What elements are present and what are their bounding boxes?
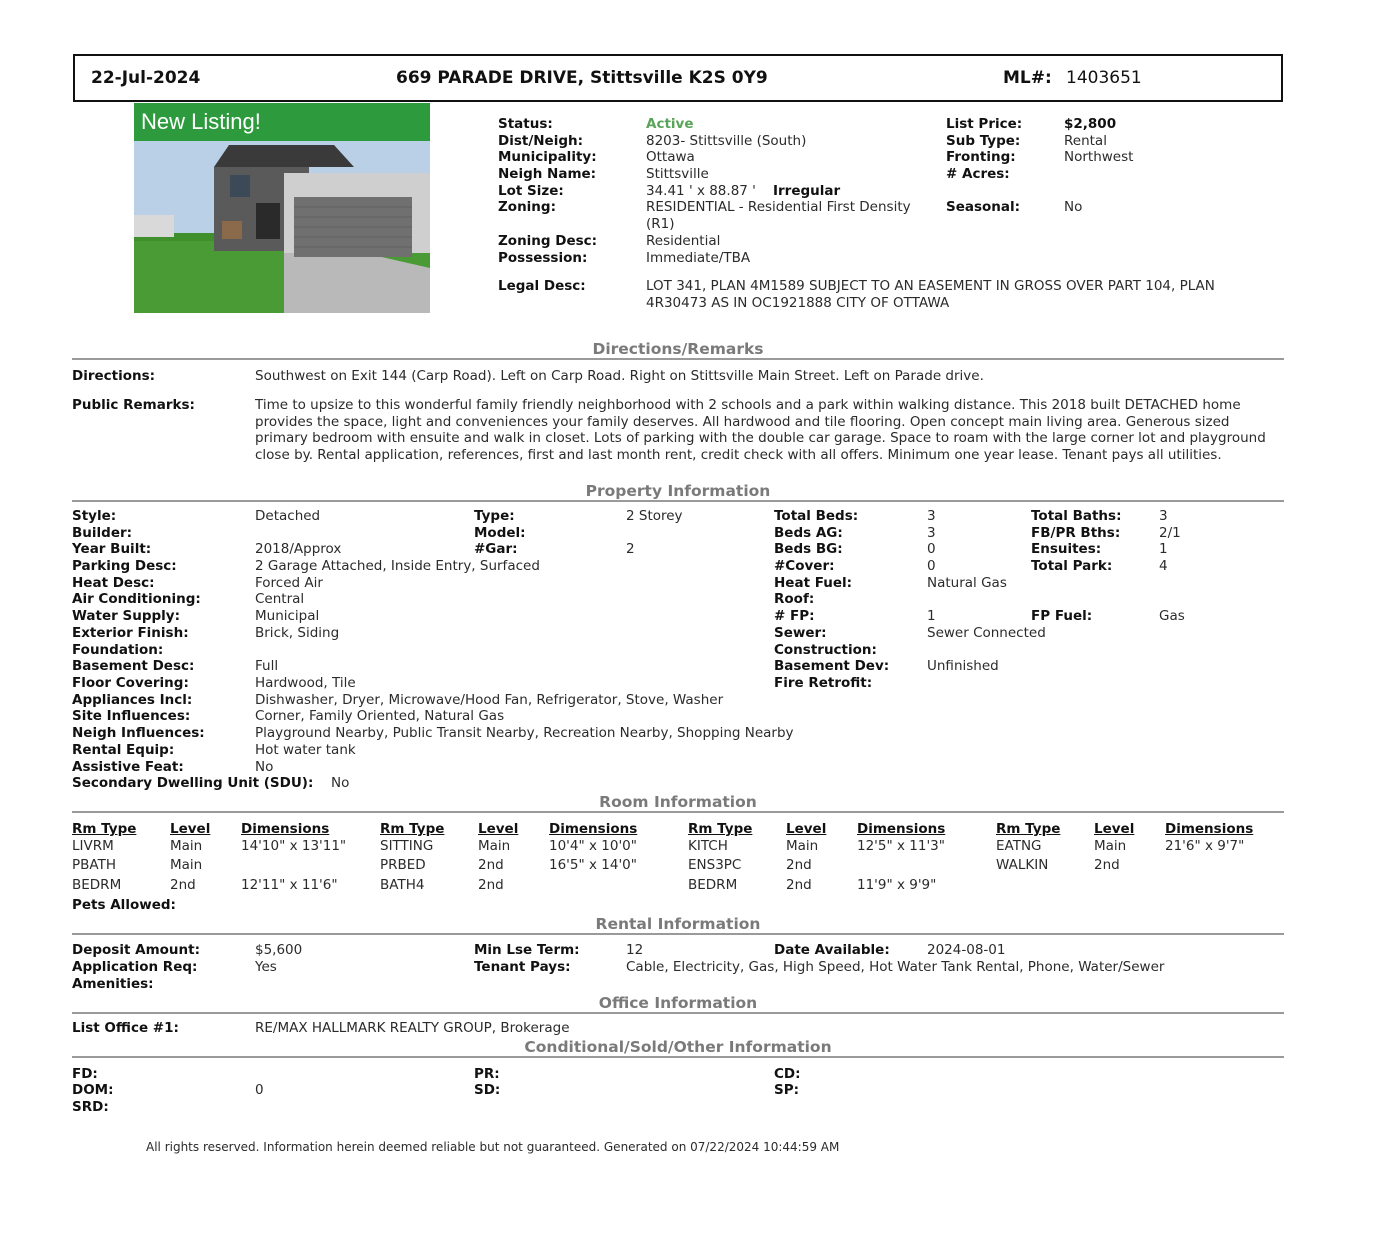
pets-allowed-label: Pets Allowed: — [72, 897, 176, 913]
room-dimensions: 11'9" x 9'9" — [857, 877, 937, 893]
neigh-influences-value: Playground Nearby, Public Transit Nearby, Recreation Nearby, Shopping Nearby — [255, 725, 794, 741]
basement-desc-value: Full — [255, 658, 279, 674]
listing-photo[interactable] — [134, 103, 430, 313]
basement-dev-label: Basement Dev: — [774, 658, 890, 674]
municipality-label: Municipality: — [498, 149, 597, 165]
heat-desc-label: Heat Desc: — [72, 575, 155, 591]
sewer-label: Sewer: — [774, 625, 827, 641]
list-price-label: List Price: — [946, 116, 1023, 132]
beds-ag-label: Beds AG: — [774, 525, 843, 541]
parking-value: 2 Garage Attached, Inside Entry, Surfaced — [255, 558, 540, 574]
room-header-level: Level — [478, 821, 519, 837]
total-baths-label: Total Baths: — [1031, 508, 1122, 524]
fire-retrofit-label: Fire Retrofit: — [774, 675, 873, 691]
room-type: ENS3PC — [688, 857, 742, 873]
status-label: Status: — [498, 116, 553, 132]
rental-equip-value: Hot water tank — [255, 742, 356, 758]
room-level: 2nd — [170, 877, 196, 893]
parking-label: Parking Desc: — [72, 558, 177, 574]
room-dimensions: 14'10" x 13'11" — [241, 838, 347, 854]
application-value: Yes — [255, 959, 277, 975]
lot-size-label: Lot Size: — [498, 183, 564, 199]
room-dimensions: 12'5" x 11'3" — [857, 838, 945, 854]
exterior-value: Brick, Siding — [255, 625, 340, 641]
room-header-dimensions: Dimensions — [549, 821, 638, 837]
cover-value: 0 — [927, 558, 936, 574]
neigh-name-label: Neigh Name: — [498, 166, 597, 182]
site-label: Site Influences: — [72, 708, 191, 724]
new-listing-banner: New Listing! — [134, 103, 430, 141]
zoning-value: RESIDENTIAL - Residential First Density — [646, 199, 911, 215]
directions-label: Directions: — [72, 368, 156, 384]
room-type: BEDRM — [688, 877, 738, 893]
fbpr-label: FB/PR Bths: — [1031, 525, 1121, 541]
model-label: Model: — [474, 525, 526, 541]
fp-label: # FP: — [774, 608, 815, 624]
fp-fuel-label: FP Fuel: — [1031, 608, 1093, 624]
footer-disclaimer: All rights reserved. Information herein deemed reliable but not guaranteed. Generated on 07/22/2024 10:44:59 AM — [146, 1140, 840, 1154]
seasonal-value: No — [1064, 199, 1083, 215]
cover-label: #Cover: — [774, 558, 835, 574]
listing-header — [73, 54, 1283, 102]
legal-desc-value: LOT 341, PLAN 4M1589 SUBJECT TO AN EASEMENT IN GROSS OVER PART 104, PLAN 4R30473 AS IN OC1921888 CITY OF OTTAWA — [646, 278, 1215, 311]
dist-value: 8203- Stittsville (South) — [646, 133, 807, 149]
room-header-type: Rm Type — [996, 821, 1061, 837]
room-header-dimensions: Dimensions — [1165, 821, 1254, 837]
type-value: 2 Storey — [626, 508, 683, 524]
srd-label: SRD: — [72, 1099, 109, 1115]
room-dimensions: 10'4" x 10'0" — [549, 838, 637, 854]
zoning-desc-value: Residential — [646, 233, 721, 249]
room-header-dimensions: Dimensions — [857, 821, 946, 837]
water-value: Municipal — [255, 608, 320, 624]
room-type: PRBED — [380, 857, 426, 873]
style-value: Detached — [255, 508, 321, 524]
garage-value: 2 — [626, 541, 635, 557]
total-baths-value: 3 — [1159, 508, 1168, 524]
possession-value: Immediate/TBA — [646, 250, 751, 266]
tenant-pays-value: Cable, Electricity, Gas, High Speed, Hot Water Tank Rental, Phone, Water/Sewer — [626, 959, 1165, 975]
list-office-label: List Office #1: — [72, 1020, 179, 1036]
air-value: Central — [255, 591, 305, 607]
year-built-label: Year Built: — [72, 541, 152, 557]
fd-label: FD: — [72, 1066, 98, 1082]
room-type: LIVRM — [72, 838, 114, 854]
basement-desc-label: Basement Desc: — [72, 658, 195, 674]
rental-equip-label: Rental Equip: — [72, 742, 175, 758]
appliances-label: Appliances Incl: — [72, 692, 193, 708]
section-property: Property Information — [72, 482, 1284, 502]
sub-type-label: Sub Type: — [946, 133, 1021, 149]
room-header-level: Level — [786, 821, 827, 837]
room-level: Main — [170, 857, 203, 873]
public-remarks-label: Public Remarks: — [72, 397, 195, 413]
floor-value: Hardwood, Tile — [255, 675, 356, 691]
room-type: BEDRM — [72, 877, 122, 893]
seasonal-label: Seasonal: — [946, 199, 1021, 215]
roof-label: Roof: — [774, 591, 815, 607]
site-value: Corner, Family Oriented, Natural Gas — [255, 708, 505, 724]
room-level: 2nd — [786, 877, 812, 893]
section-office: Office Information — [72, 994, 1284, 1014]
date-available-label: Date Available: — [774, 942, 890, 958]
exterior-label: Exterior Finish: — [72, 625, 189, 641]
pr-label: PR: — [474, 1066, 500, 1082]
room-level: Main — [170, 838, 203, 854]
room-header-level: Level — [170, 821, 211, 837]
total-beds-label: Total Beds: — [774, 508, 859, 524]
fronting-value: Northwest — [1064, 149, 1134, 165]
style-label: Style: — [72, 508, 117, 524]
year-built-value: 2018/Approx — [255, 541, 342, 557]
room-level: 2nd — [478, 857, 504, 873]
municipality-value: Ottawa — [646, 149, 695, 165]
room-header-level: Level — [1094, 821, 1135, 837]
lot-size-value: 34.41 ' x 88.87 ' — [646, 183, 756, 199]
fp-fuel-value: Gas — [1159, 608, 1185, 624]
foundation-label: Foundation: — [72, 642, 164, 658]
deposit-value: $5,600 — [255, 942, 303, 958]
amenities-label: Amenities: — [72, 976, 154, 992]
air-label: Air Conditioning: — [72, 591, 201, 607]
total-park-value: 4 — [1159, 558, 1168, 574]
room-type: BATH4 — [380, 877, 425, 893]
assistive-label: Assistive Feat: — [72, 759, 184, 775]
sp-label: SP: — [774, 1082, 800, 1098]
neigh-influences-label: Neigh Influences: — [72, 725, 205, 741]
garage-label: #Gar: — [474, 541, 518, 557]
list-price-value: $2,800 — [1064, 116, 1117, 132]
sd-label: SD: — [474, 1082, 501, 1098]
beds-bg-label: Beds BG: — [774, 541, 843, 557]
room-level: 2nd — [478, 877, 504, 893]
ensuites-value: 1 — [1159, 541, 1168, 557]
room-dimensions: 16'5" x 14'0" — [549, 857, 637, 873]
possession-label: Possession: — [498, 250, 588, 266]
ml-number: 1403651 — [1066, 68, 1142, 88]
listing-date: 22-Jul-2024 — [91, 68, 201, 88]
fbpr-value: 2/1 — [1159, 525, 1181, 541]
dom-value: 0 — [255, 1082, 264, 1098]
listing-address: 669 PARADE DRIVE, Stittsville K2S 0Y9 — [396, 68, 768, 88]
floor-label: Floor Covering: — [72, 675, 189, 691]
status-value: Active — [646, 116, 694, 132]
room-level: Main — [478, 838, 511, 854]
deposit-label: Deposit Amount: — [72, 942, 200, 958]
water-label: Water Supply: — [72, 608, 180, 624]
date-available-value: 2024-08-01 — [927, 942, 1006, 958]
sdu-value: No — [331, 775, 350, 791]
zoning-value-2: (R1) — [646, 216, 675, 232]
total-beds-value: 3 — [927, 508, 936, 524]
room-header-type: Rm Type — [72, 821, 137, 837]
room-header-type: Rm Type — [380, 821, 445, 837]
min-lease-label: Min Lse Term: — [474, 942, 580, 958]
room-dimensions: 12'11" x 11'6" — [241, 877, 338, 893]
appliances-value: Dishwasher, Dryer, Microwave/Hood Fan, Refrigerator, Stove, Washer — [255, 692, 724, 708]
zoning-desc-label: Zoning Desc: — [498, 233, 598, 249]
room-type: SITTING — [380, 838, 434, 854]
neigh-name-value: Stittsville — [646, 166, 709, 182]
room-type: WALKIN — [996, 857, 1049, 873]
sdu-label: Secondary Dwelling Unit (SDU): — [72, 775, 314, 791]
public-remarks-value: Time to upsize to this wonderful family friendly neighborhood with 2 schools and a park within walking distance. This 2018 built DETACHED home provides the space, light and conveniences your family deserves. All hardwood and tile flooring. Open concept main living area. Generous sized primary bedroom with ensuite and walk in closet. Lots of parking with the double car garage. Space to roam with the large corner lot and playground close by. Rental application, references, first and last month rent, credit check with all offers. Minimum one year lease. Tenant pays all utilities. — [255, 397, 1266, 464]
section-room: Room Information — [72, 793, 1284, 813]
ensuites-label: Ensuites: — [1031, 541, 1102, 557]
directions-value: Southwest on Exit 144 (Carp Road). Left on Carp Road. Right on Stittsville Main Street. Left on Parade drive. — [255, 368, 984, 384]
builder-label: Builder: — [72, 525, 133, 541]
list-office-value: RE/MAX HALLMARK REALTY GROUP, Brokerage — [255, 1020, 570, 1036]
total-park-label: Total Park: — [1031, 558, 1113, 574]
construction-label: Construction: — [774, 642, 877, 658]
beds-ag-value: 3 — [927, 525, 936, 541]
assistive-value: No — [255, 759, 274, 775]
section-conditional: Conditional/Sold/Other Information — [72, 1038, 1284, 1058]
heat-desc-value: Forced Air — [255, 575, 323, 591]
dom-label: DOM: — [72, 1082, 114, 1098]
fp-value: 1 — [927, 608, 936, 624]
application-label: Application Req: — [72, 959, 198, 975]
room-type: KITCH — [688, 838, 728, 854]
room-dimensions: 21'6" x 9'7" — [1165, 838, 1245, 854]
ml-label: ML#: — [1003, 68, 1052, 88]
basement-dev-value: Unfinished — [927, 658, 999, 674]
sub-type-value: Rental — [1064, 133, 1107, 149]
type-label: Type: — [474, 508, 515, 524]
room-header-dimensions: Dimensions — [241, 821, 330, 837]
section-directions: Directions/Remarks — [72, 340, 1284, 360]
room-level: 2nd — [1094, 857, 1120, 873]
heat-fuel-value: Natural Gas — [927, 575, 1007, 591]
sewer-value: Sewer Connected — [927, 625, 1046, 641]
legal-desc-label: Legal Desc: — [498, 278, 586, 294]
tenant-pays-label: Tenant Pays: — [474, 959, 571, 975]
beds-bg-value: 0 — [927, 541, 936, 557]
zoning-label: Zoning: — [498, 199, 556, 215]
room-header-type: Rm Type — [688, 821, 753, 837]
room-type: EATNG — [996, 838, 1042, 854]
fronting-label: Fronting: — [946, 149, 1016, 165]
acres-label: # Acres: — [946, 166, 1010, 182]
room-type: PBATH — [72, 857, 116, 873]
room-level: 2nd — [786, 857, 812, 873]
min-lease-value: 12 — [626, 942, 644, 958]
dist-label: Dist/Neigh: — [498, 133, 584, 149]
cd-label: CD: — [774, 1066, 801, 1082]
section-rental: Rental Information — [72, 915, 1284, 935]
lot-shape: Irregular — [773, 183, 841, 199]
heat-fuel-label: Heat Fuel: — [774, 575, 853, 591]
room-level: Main — [1094, 838, 1127, 854]
room-level: Main — [786, 838, 819, 854]
